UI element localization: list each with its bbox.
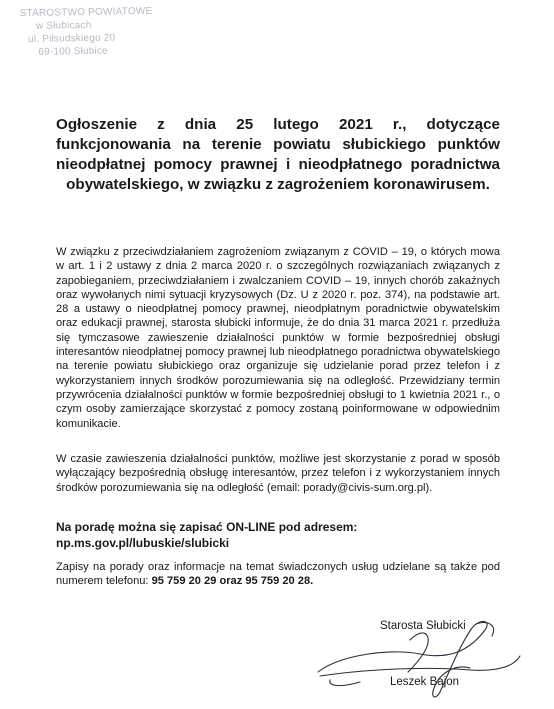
paragraph-phone-info: [56, 560, 500, 589]
signatory-name: Leszek Bajon: [390, 676, 460, 688]
phone-numbers: 95 759 20 29 oraz 95 759 20 28.: [151, 575, 314, 588]
signatory-role: Starosta Słubicki: [380, 620, 466, 632]
stamp-line-1: STAROSTWO POWIATOWE: [19, 5, 153, 20]
phone-info-text: Zapisy na porady oraz informacje na temat świadczonych usług udzielane są także pod numerem telefonu:: [56, 561, 500, 588]
signature-block: [300, 610, 540, 705]
stamp-line-4: 69-100 Słubice: [38, 45, 108, 58]
office-stamp: [18, 5, 155, 59]
announcement-title: Ogłoszenie z dnia 25 lutego 2021 r., dotyczące funkcjonowania na terenie powiatu słubickiego punktów nieodpłatnej pomocy prawnej i nieodpłatnego poradnictwa obywatelskiego, w związku z zagrożeniem koronawirusem.: [56, 116, 500, 193]
paragraph-online-registration: [56, 519, 500, 551]
registration-url[interactable]: np.ms.gov.pl/lubuskie/slubicki: [56, 536, 230, 550]
online-registration-text: Na poradę można się zapisać ON-LINE pod adresem:: [56, 520, 358, 534]
stamp-line-2: w Słubicach: [35, 19, 92, 32]
paragraph-suspension-notice: W związku z przeciwdziałaniem zagrożeniom związanym z COVID – 19, o których mowa w art. 1 i 2 ustawy z dnia 2 marca 2020 r. o szczególnych rozwiązaniach związanych z zapobieganiem, przeciwdziałaniem i zwalczaniem COVID – 19, innych chorób zakaźnych oraz wywołanych nimi sytuacji kryzysowych (Dz. U z 2020 r. poz. 374), na podstawie art. 28 a ustawy o nieodpłatnej pomocy prawnej, nieodpłatnym poradnictwie obywatelskim oraz edukacji prawnej, starosta słubicki informuje, że do dnia 31 marca 2021 r. przedłuża się tymczasowe zawieszenie działalności punktów w formie bezpośredniej obsługi interesantów nieodpłatnej pomocy prawnej lub nieodpłatnego poradnictwa obywatelskiego na terenie powiatu słubickiego oraz organizuje się udzielanie porad przez telefon i z wykorzystaniem innych środków porozumiewania się na odległość. Przewidziany termin przywrócenia działalności punktów w formie bezpośredniej obsługi to 1 kwietnia 2021 r., o czym osoby zamierzające skorzystać z pomocy zostaną poinformowane w odpowiednim komunikacie.: [56, 246, 500, 430]
stamp-line-3: ul. Piłsudskiego 20: [28, 32, 116, 46]
paragraph-remote-advice: W czasie zawieszenia działalności punktów, możliwe jest skorzystanie z porad w sposób wyłączający bezpośrednią obsługę interesantów, przez telefon i z wykorzystaniem innych środków porozumiewania się na odległość (email: porady@civis-sum.org.pl).: [56, 453, 500, 494]
